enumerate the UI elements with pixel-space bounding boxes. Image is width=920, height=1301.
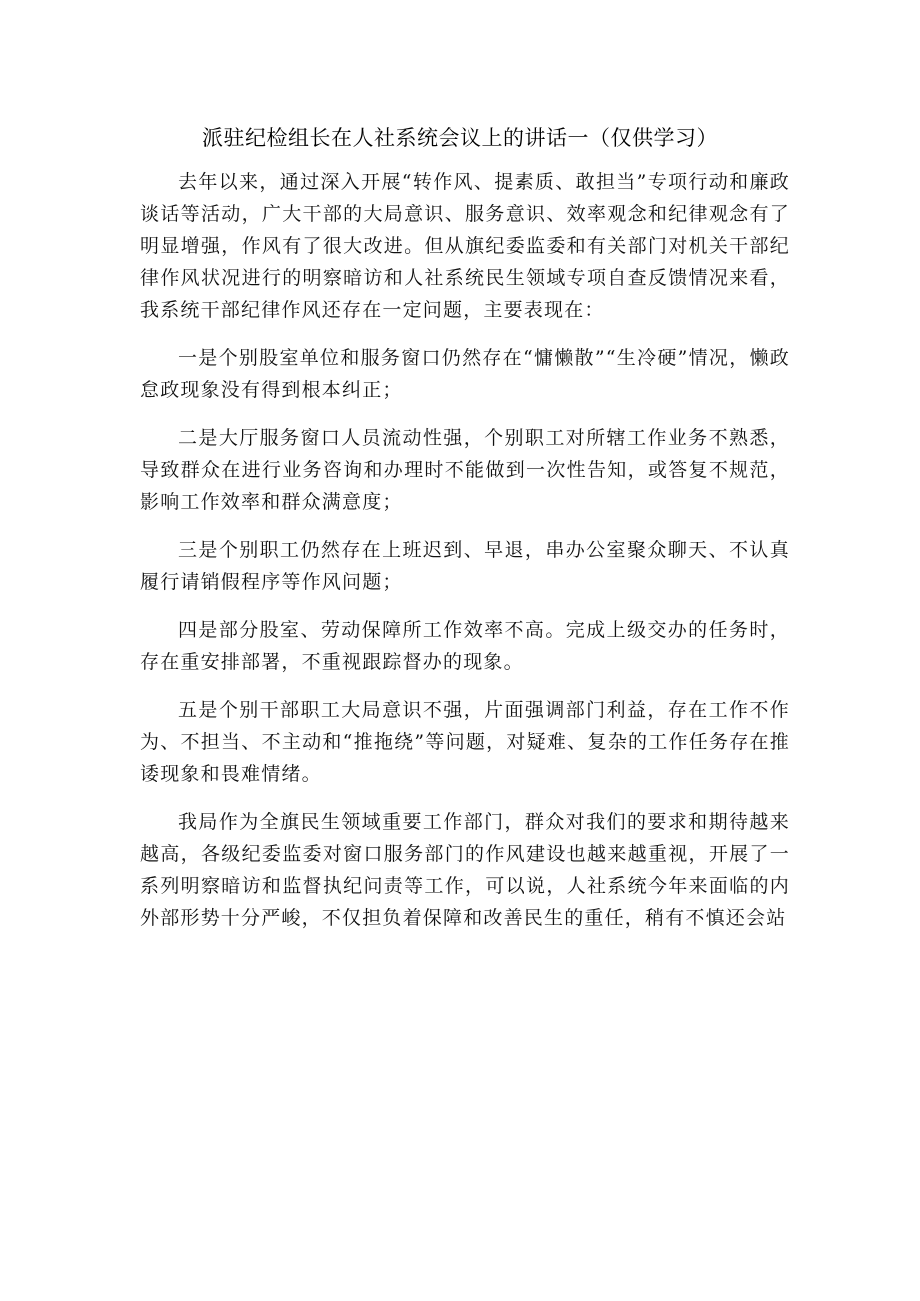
paragraph-issue-4: 四是部分股室、劳动保障所工作效率不高。完成上级交办的任务时，存在重安排部署，不重视跟踪督办的现象。 (140, 619, 790, 673)
paragraph-context: 我局作为全旗民生领域重要工作部门，群众对我们的要求和期待越来越高，各级纪委监委对窗口服务部门的作风建设也越来越重视，开展了一系列明察暗访和监督执纪问责等工作，可以说，人社系统今年来面临的内外部形势十分严峻，不仅担负着保障和改善民生的重任，稍有不慎还会站 (140, 811, 790, 929)
paragraph-issue-2: 二是大厅服务窗口人员流动性强，个别职工对所辖工作业务不熟悉，导致群众在进行业务咨询和办理时不能做到一次性告知，或答复不规范，影响工作效率和群众满意度； (140, 427, 790, 513)
document-title: 派驻纪检组长在人社系统会议上的讲话一（仅供学习） (202, 126, 718, 150)
paragraph-issue-1: 一是个别股室单位和服务窗口仍然存在“慵懒散”“生冷硬”情况，懒政怠政现象没有得到根本纠正； (140, 347, 790, 401)
paragraph-intro: 去年以来，通过深入开展“转作风、提素质、敢担当”专项行动和廉政谈话等活动，广大干部的大局意识、服务意识、效率观念和纪律观念有了明显增强，作风有了很大改进。但从旗纪委监委和有关部门对机关干部纪律作风状况进行的明察暗访和人社系统民生领域专项自查反馈情况来看，我系统干部纪律作风还存在一定问题，主要表现在： (140, 171, 790, 321)
document-body (140, 166, 790, 950)
paragraph-issue-5: 五是个别干部职工大局意识不强，片面强调部门利益，存在工作不作为、不担当、不主动和“推拖绕”等问题，对疑难、复杂的工作任务存在推诿现象和畏难情绪。 (140, 699, 790, 785)
paragraph-issue-3: 三是个别职工仍然存在上班迟到、早退，串办公室聚众聊天、不认真履行请销假程序等作风问题； (140, 539, 790, 593)
